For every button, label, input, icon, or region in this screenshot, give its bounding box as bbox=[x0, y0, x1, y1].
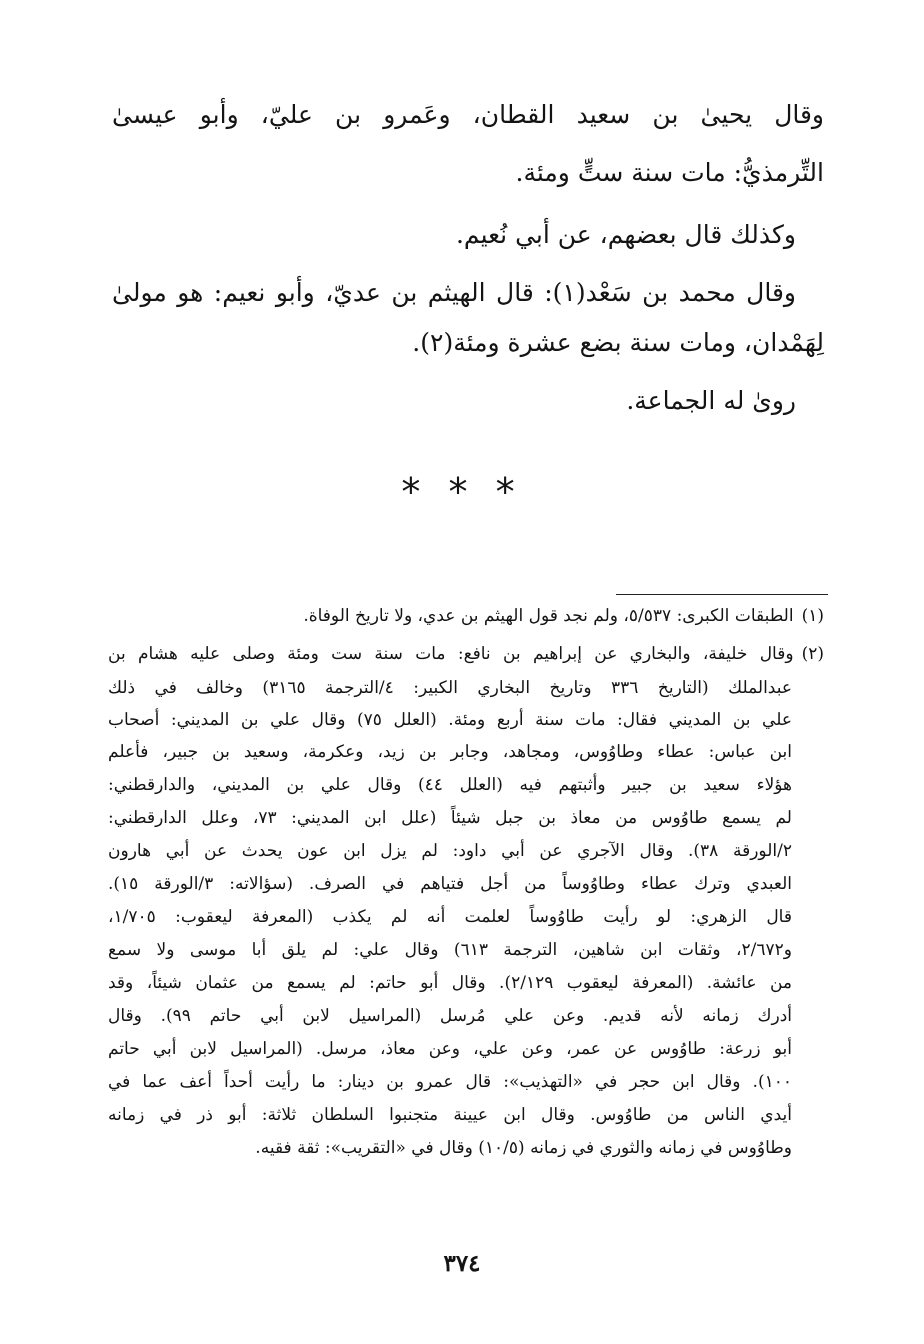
footnote-2-number: (٢) bbox=[801, 644, 824, 664]
footnote-2-line: وطاوُوس في زمانه والثوري في زمانه (١٠/٥) وقال في «التقريب»: ثقة فقيه. bbox=[255, 1138, 792, 1158]
footnote-2-line: علي بن المديني فقال: مات سنة أربع ومئة. (العلل ٧٥) وقال علي بن المديني: أصحاب bbox=[108, 710, 792, 730]
paragraph-3-line-2: لِهَمْدان، ومات سنة بضع عشرة ومئة(٢). bbox=[412, 328, 824, 357]
footnote-2-line: أيدي الناس من طاوُوس. وقال ابن عيينة متجنبوا السلطان ثلاثة: أبو ذر في زمانه bbox=[108, 1105, 792, 1125]
footnote-2-line: أدرك زمانه لأنه قديم. وعن علي مُرسل (المراسيل لابن أبي حاتم ٩٩). وقال bbox=[108, 1006, 792, 1026]
footnote-2-line: ١٠٠). وقال ابن حجر في «التهذيب»: قال عمرو بن دينار: ما رأيت أحداً أعف عما في bbox=[108, 1072, 792, 1092]
paragraph-4: روىٰ له الجماعة. bbox=[626, 386, 796, 415]
footnote-2-line: ٢/الورقة ٣٨). وقال الآجري عن أبي داود: لم يزل ابن عون يحدث عن أبي هارون bbox=[108, 841, 792, 861]
footnote-rule bbox=[616, 594, 828, 595]
section-separator: * * * bbox=[401, 470, 523, 514]
footnote-2-line: قال الزهري: لو رأيت طاوُوساً لعلمت أنه لم يكذب (المعرفة ليعقوب: ١/٧٠٥، bbox=[108, 907, 792, 927]
footnote-1-number: (١) bbox=[801, 606, 824, 626]
footnote-1-text: الطبقات الكبرى: ٥/٥٣٧، ولم نجد قول الهيثم بن عدي، ولا تاريخ الوفاة. bbox=[303, 606, 794, 626]
footnote-2-line: أبو زرعة: طاوُوس عن عمر، وعن علي، وعن معاذ، مرسل. (المراسيل لابن أبي حاتم bbox=[108, 1039, 792, 1059]
footnote-2-line: و٢/٦٧٢، وثقات ابن شاهين، الترجمة ٦١٣) وقال علي: لم يلق أبا موسى ولا سمع bbox=[108, 940, 793, 960]
footnote-2-line: ابن عباس: عطاء وطاوُوس، ومجاهد، وجابر بن زيد، وعكرمة، وسعيد بن جبير، فأعلم bbox=[108, 742, 792, 762]
page-number: ٣٧٤ bbox=[443, 1250, 481, 1277]
paragraph-1-line-2: التِّرمذيُّ: مات سنة ستٍّ ومئة. bbox=[515, 158, 824, 187]
footnote-2-line: هؤلاء سعيد بن جبير وأثبتهم فيه (العلل ٤٤) وقال علي بن المديني، والدارقطني: bbox=[108, 775, 793, 795]
footnote-1 bbox=[108, 608, 824, 625]
paragraph-2: وكذلك قال بعضهم، عن أبي نُعيم. bbox=[455, 220, 796, 249]
footnote-2-line: العبدي وترك عطاء وطاوُوساً من أجل فتياهم في الصرف. (سؤالاته: ٣/الورقة ١٥). bbox=[108, 874, 792, 894]
footnote-2-line: لم يسمع طاوُوس من معاذ بن جبل شيئاً (علل ابن المديني: ٧٣، وعلل الدارقطني: bbox=[108, 808, 792, 828]
paragraph-1-line-1: وقال يحيىٰ بن سعيد القطان، وعَمرو بن عليّ، وأبو عيسىٰ bbox=[112, 100, 824, 129]
paragraph-3-line-1: وقال محمد بن سَعْد(١): قال الهيثم بن عديّ، وأبو نعيم: هو مولىٰ bbox=[112, 278, 796, 307]
footnote-2-line: من عائشة. (المعرفة ليعقوب ٢/١٢٩). وقال أبو حاتم: لم يسمع من عثمان شيئاً، وقد bbox=[108, 973, 792, 993]
footnote-2-line-1: (٢)وقال خليفة، والبخاري عن إبراهيم بن نافع: مات سنة ست ومئة وصلى عليه هشام بن bbox=[108, 644, 824, 664]
footnote-2-line: عبدالملك (التاريخ ٣٣٦ وتاريخ البخاري الكبير: ٤/الترجمة ٣١٦٥) وخالف في ذلك bbox=[108, 678, 792, 698]
